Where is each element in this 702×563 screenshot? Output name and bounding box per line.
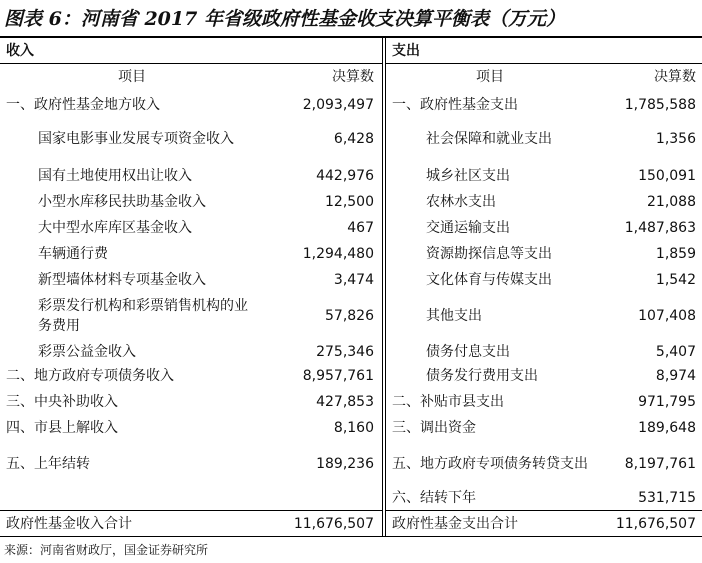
expense-row-label: 一、政府性基金支出	[392, 97, 518, 113]
expense-row	[386, 164, 702, 188]
expense-row-value: 5,407	[655, 344, 696, 360]
expense-total-label: 政府性基金支出合计	[392, 516, 518, 532]
income-row-label: 三、中央补助收入	[6, 394, 118, 410]
income-row	[0, 364, 382, 388]
income-row-value: 6,428	[333, 131, 374, 147]
expense-row-label: 债务发行费用支出	[426, 368, 538, 384]
income-row-label: 五、上年结转	[6, 456, 90, 472]
income-row-label: 二、地方政府专项债务收入	[6, 368, 174, 384]
expense-row-label: 五、地方政府专项债务转贷支出	[392, 456, 588, 472]
income-row-value: 8,957,761	[302, 368, 374, 384]
expense-row	[386, 118, 702, 160]
expense-row	[386, 390, 702, 414]
expense-total-value: 11,676,507	[615, 516, 696, 532]
expense-row-value: 107,408	[638, 308, 696, 324]
expense-row	[386, 190, 702, 214]
income-row-label: 彩票发行机构和彩票销售机构的业务费用	[38, 298, 248, 334]
expense-total-row	[386, 512, 702, 536]
expense-row-value: 21,088	[647, 194, 696, 210]
income-row	[0, 268, 382, 292]
expense-panel	[386, 38, 702, 536]
income-row-value: 189,236	[316, 456, 374, 472]
expense-row-value: 1,356	[655, 131, 696, 147]
income-total-rule	[0, 510, 382, 511]
expense-col-item-header: 项目	[476, 69, 504, 85]
income-row-value: 467	[347, 220, 374, 236]
income-row	[0, 416, 382, 440]
income-row-label: 彩票公益金收入	[38, 344, 136, 360]
expense-row-label: 交通运输支出	[426, 220, 510, 236]
expense-row-label: 债务付息支出	[426, 344, 510, 360]
income-row	[0, 94, 382, 116]
column-divider	[382, 38, 383, 536]
expense-row-label: 六、结转下年	[392, 490, 476, 506]
income-total-value: 11,676,507	[293, 516, 374, 532]
income-total-label: 政府性基金收入合计	[6, 516, 132, 532]
expense-row-value: 8,974	[655, 368, 696, 384]
expense-row-value: 1,859	[655, 246, 696, 262]
expense-row-value: 1,785,588	[624, 97, 696, 113]
bottom-rule	[0, 536, 702, 537]
table-title: 图表 6：河南省 2017 年省级政府性基金收支决算平衡表（万元）	[4, 8, 565, 30]
expense-row	[386, 94, 702, 116]
income-row-label: 四、市县上解收入	[6, 420, 118, 436]
expense-row	[386, 268, 702, 292]
income-row-label: 车辆通行费	[38, 246, 108, 262]
expense-row-value: 1,487,863	[624, 220, 696, 236]
expense-row-label: 其他支出	[426, 308, 482, 324]
income-row-label: 大中型水库库区基金收入	[38, 220, 192, 236]
income-row	[0, 190, 382, 214]
income-row	[0, 294, 382, 338]
income-row-value: 442,976	[316, 168, 374, 184]
expense-row-value: 8,197,761	[624, 456, 696, 472]
income-row-label: 一、政府性基金地方收入	[6, 97, 160, 113]
expense-row-label: 社会保障和就业支出	[426, 131, 552, 147]
income-row-label: 新型墙体材料专项基金收入	[38, 272, 206, 288]
income-row	[0, 340, 382, 364]
expense-row	[386, 442, 702, 486]
expense-total-rule	[386, 510, 702, 511]
income-row	[0, 118, 382, 160]
income-row-value: 3,474	[333, 272, 374, 288]
income-row	[0, 164, 382, 188]
income-row-label: 小型水库移民扶助基金收入	[38, 194, 206, 210]
income-col-item-header: 项目	[118, 69, 146, 85]
income-row-value: 57,826	[325, 308, 374, 324]
expense-row-label: 文化体育与传媒支出	[426, 272, 552, 288]
expense-row	[386, 364, 702, 388]
expense-row-label: 资源勘探信息等支出	[426, 246, 552, 262]
income-row-label: 国家电影事业发展专项资金收入	[38, 131, 234, 147]
expense-row	[386, 242, 702, 266]
expense-row	[386, 486, 702, 510]
source-note: 来源：河南省财政厅，国金证券研究所	[4, 543, 209, 557]
expense-row-label: 城乡社区支出	[426, 168, 510, 184]
expense-row-value: 189,648	[638, 420, 696, 436]
income-row-value: 8,160	[333, 420, 374, 436]
income-section-header: 收入	[0, 38, 382, 64]
income-row-value: 1,294,480	[302, 246, 374, 262]
expense-row-value: 1,542	[655, 272, 696, 288]
expense-row-value: 150,091	[638, 168, 696, 184]
expense-section-header: 支出	[386, 38, 702, 64]
expense-row	[386, 340, 702, 364]
expense-row	[386, 416, 702, 440]
income-row	[0, 242, 382, 266]
expense-row-value: 531,715	[638, 490, 696, 506]
income-row-value: 2,093,497	[302, 97, 374, 113]
expense-row	[386, 294, 702, 338]
income-row-value: 427,853	[316, 394, 374, 410]
expense-row-label: 三、调出资金	[392, 420, 476, 436]
income-row	[0, 390, 382, 414]
expense-row-value: 971,795	[638, 394, 696, 410]
income-row-value: 275,346	[316, 344, 374, 360]
expense-row-label: 二、补贴市县支出	[392, 394, 504, 410]
income-row	[0, 442, 382, 486]
income-panel	[0, 38, 382, 536]
income-row-label: 国有土地使用权出让收入	[38, 168, 192, 184]
income-total-row	[0, 512, 382, 536]
income-row	[0, 216, 382, 240]
expense-row	[386, 216, 702, 240]
income-row-value: 12,500	[325, 194, 374, 210]
expense-row-label: 农林水支出	[426, 194, 496, 210]
expense-col-amount-header: 决算数	[654, 69, 696, 85]
income-col-amount-header: 决算数	[332, 69, 374, 85]
